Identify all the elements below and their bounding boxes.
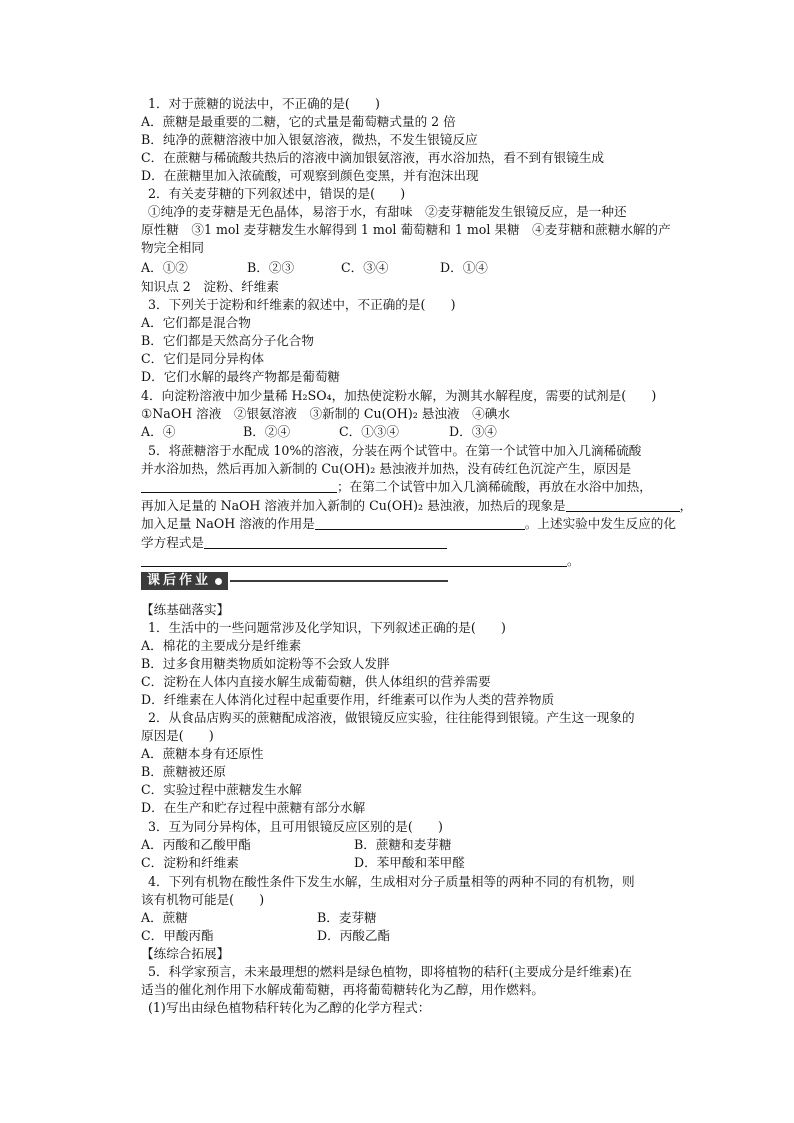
- banner-title: 课后作业: [147, 573, 212, 588]
- question-1-stem: 1．对于蔗糖的说法中，不正确的是( ): [148, 96, 380, 111]
- q4-option-c: C．①③④: [339, 424, 400, 439]
- hw4-option-b: B．麦芽糖: [317, 910, 377, 925]
- hw4-option-c: C．甲酸丙酯: [141, 928, 214, 943]
- hw4-option-d: D．丙酸乙酯: [317, 928, 391, 943]
- hw4-options-row-2: [141, 928, 390, 944]
- hw4-option-a: A．蔗糖: [141, 910, 188, 925]
- q4-option-a: A．④: [141, 424, 176, 439]
- homework-5-line-2: 适当的催化剂作用下水解成葡萄糖，再将葡萄糖转化为乙醇，用作燃料。: [141, 982, 544, 997]
- q5-line-7-end: 。: [567, 553, 580, 568]
- q1-option-a: A．蔗糖是最重要的二糖，它的式量是葡萄糖式量的 2 倍: [141, 114, 456, 129]
- homework-2-line-2: 原因是( ): [141, 728, 214, 743]
- q3-option-a: A．它们都是混合物: [141, 315, 251, 330]
- hw2-option-b: B．蔗糖被还原: [141, 764, 226, 779]
- q5-answer-blank-1[interactable]: [141, 480, 337, 493]
- q2-option-c: C．③④: [341, 260, 389, 275]
- homework-1-stem: 1．生活中的一些问题常涉及化学知识，下列叙述正确的是( ): [148, 620, 506, 635]
- q5-line-5-tail: 。上述实验中发生反应的化: [524, 516, 676, 531]
- q5-line-7: [141, 553, 580, 569]
- hw1-option-a: A．棉花的主要成分是纤维素: [141, 638, 302, 653]
- q4-reagent-list: ①NaOH 溶液 ②银氨溶液 ③新制的 Cu(OH)₂ 悬浊液 ④碘水: [141, 406, 510, 421]
- homework-2-line-1: 2．从食品店购买的蔗糖配成溶液，做银镜反应实验，往往能得到银镜。产生这一现象的: [148, 710, 635, 725]
- q5-line-4-text: 再加入足量的 NaOH 溶液并加入新制的 Cu(OH)₂ 悬浊液，加热后的现象是: [141, 498, 566, 513]
- knowledge-point-2-heading: 知识点 2 淀粉、纤维素: [141, 279, 279, 294]
- q1-option-b: B．纯净的蔗糖溶液中加入银氨溶液，微热，不发生银镜反应: [141, 132, 478, 147]
- hw3-option-c: C．淀粉和纤维素: [141, 855, 239, 870]
- q2-statement-line-3: 物完全相同: [141, 240, 204, 255]
- q2-option-d: D．①④: [440, 260, 488, 275]
- q5-answer-blank-3[interactable]: [315, 517, 525, 530]
- q5-line-6: [141, 535, 447, 551]
- hw4-options-row-1: [141, 910, 377, 926]
- q3-option-c: C．它们是同分异构体: [141, 351, 264, 366]
- section-comprehensive-heading: 【练综合拓展】: [141, 946, 230, 961]
- q5-line-5: [141, 516, 676, 532]
- banner-rule: [230, 580, 448, 582]
- q3-option-b: B．它们都是天然高分子化合物: [141, 333, 314, 348]
- q5-answer-blank-2[interactable]: [566, 499, 680, 512]
- q4-option-b: B．②④: [243, 424, 291, 439]
- hw1-option-d: D．纤维素在人体消化过程中起重要作用，纤维素可以作为人类的营养物质: [141, 692, 555, 707]
- homework-5-sub-1: (1)写出由绿色植物秸秆转化为乙醇的化学方程式：: [148, 1000, 431, 1015]
- homework-5-line-1: 5．科学家预言，未来最理想的燃料是绿色植物，即将植物的秸秆(主要成分是纤维素)在: [148, 964, 632, 979]
- q2-options: [141, 260, 488, 276]
- hw3-options-row-1: [141, 837, 451, 853]
- q5-line-6-text: 学方程式是: [141, 535, 204, 550]
- q1-option-d: D．在蔗糖里加入浓硫酸，可观察到颜色变黑，并有泡沫出现: [141, 168, 479, 183]
- q5-answer-blank-5[interactable]: [141, 554, 567, 567]
- banner-label-box: [141, 572, 228, 590]
- q5-line-3-text: ；在第二个试管中加入几滴稀硫酸，再放在水浴中加热，: [337, 479, 652, 494]
- q3-option-d: D．它们水解的最终产物都是葡萄糖: [141, 369, 341, 384]
- hw3-options-row-2: [141, 855, 465, 871]
- hw1-option-b: B．过多食用糖类物质如淀粉等不会致人发胖: [141, 656, 390, 671]
- question-2-stem: 2．有关麦芽糖的下列叙述中，错误的是( ): [148, 186, 406, 201]
- bullet-dot-icon: [215, 578, 222, 585]
- hw2-option-d: D．在生产和贮存过程中蔗糖有部分水解: [141, 800, 366, 815]
- after-class-homework-banner: [141, 572, 448, 590]
- homework-3-stem: 3．互为同分异构体，且可用银镜反应区别的是( ): [148, 819, 443, 834]
- homework-4-line-2: 该有机物可能是( ): [141, 892, 265, 907]
- hw3-option-b: B．蔗糖和麦芽糖: [354, 837, 452, 852]
- q2-option-b: B．②③: [247, 260, 295, 275]
- q2-statement-line-2: 原性糖 ③1 mol 麦芽糖发生水解得到 1 mol 葡萄糖和 1 mol 果糖 ④麦芽糖和蔗糖水解的产: [141, 222, 671, 237]
- q5-line-4-comma: ，: [679, 498, 693, 513]
- hw2-option-c: C．实验过程中蔗糖发生水解: [141, 782, 302, 797]
- q5-line-1: 5．将蔗糖溶于水配成 10%的溶液，分装在两个试管中。在第一个试管中加入几滴稀硫酸: [148, 443, 642, 458]
- q5-line-5-text: 加入足量 NaOH 溶液的作用是: [141, 516, 315, 531]
- hw3-option-d: D．苯甲酸和苯甲醛: [354, 855, 465, 870]
- q1-option-c: C．在蔗糖与稀硫酸共热后的溶液中滴加银氨溶液，再水浴加热，看不到有银镜生成: [141, 150, 605, 165]
- homework-4-line-1: 4．下列有机物在酸性条件下发生水解，生成相对分子质量相等的两种不同的有机物，则: [148, 874, 635, 889]
- question-3-stem: 3．下列关于淀粉和纤维素的叙述中，不正确的是( ): [148, 297, 456, 312]
- q2-option-a: A．①②: [141, 260, 188, 275]
- hw2-option-a: A．蔗糖本身有还原性: [141, 746, 264, 761]
- q4-option-d: D．③④: [449, 424, 497, 439]
- q5-line-2: 并水浴加热，然后再加入新制的 Cu(OH)₂ 悬浊液并加热，没有砖红色沉淀产生，原因是: [141, 461, 632, 476]
- q2-statement-line-1: ①纯净的麦芽糖是无色晶体，易溶于水，有甜味 ②麦芽糖能发生银镜反应，是一种还: [148, 204, 627, 219]
- section-basic-practice-heading: 【练基础落实】: [141, 602, 230, 617]
- q5-line-4: [141, 498, 692, 514]
- hw1-option-c: C．淀粉在人体内直接水解生成葡萄糖，供人体组织的营养需要: [141, 674, 491, 689]
- q5-answer-blank-4[interactable]: [204, 536, 447, 549]
- hw3-option-a: A．丙酸和乙酸甲酯: [141, 837, 251, 852]
- q5-line-3: [141, 479, 652, 495]
- q4-options: [141, 424, 497, 440]
- question-4-stem: 4．向淀粉溶液中加少量稀 H₂SO₄，加热使淀粉水解，为测其水解程度，需要的试剂是( ): [141, 388, 657, 403]
